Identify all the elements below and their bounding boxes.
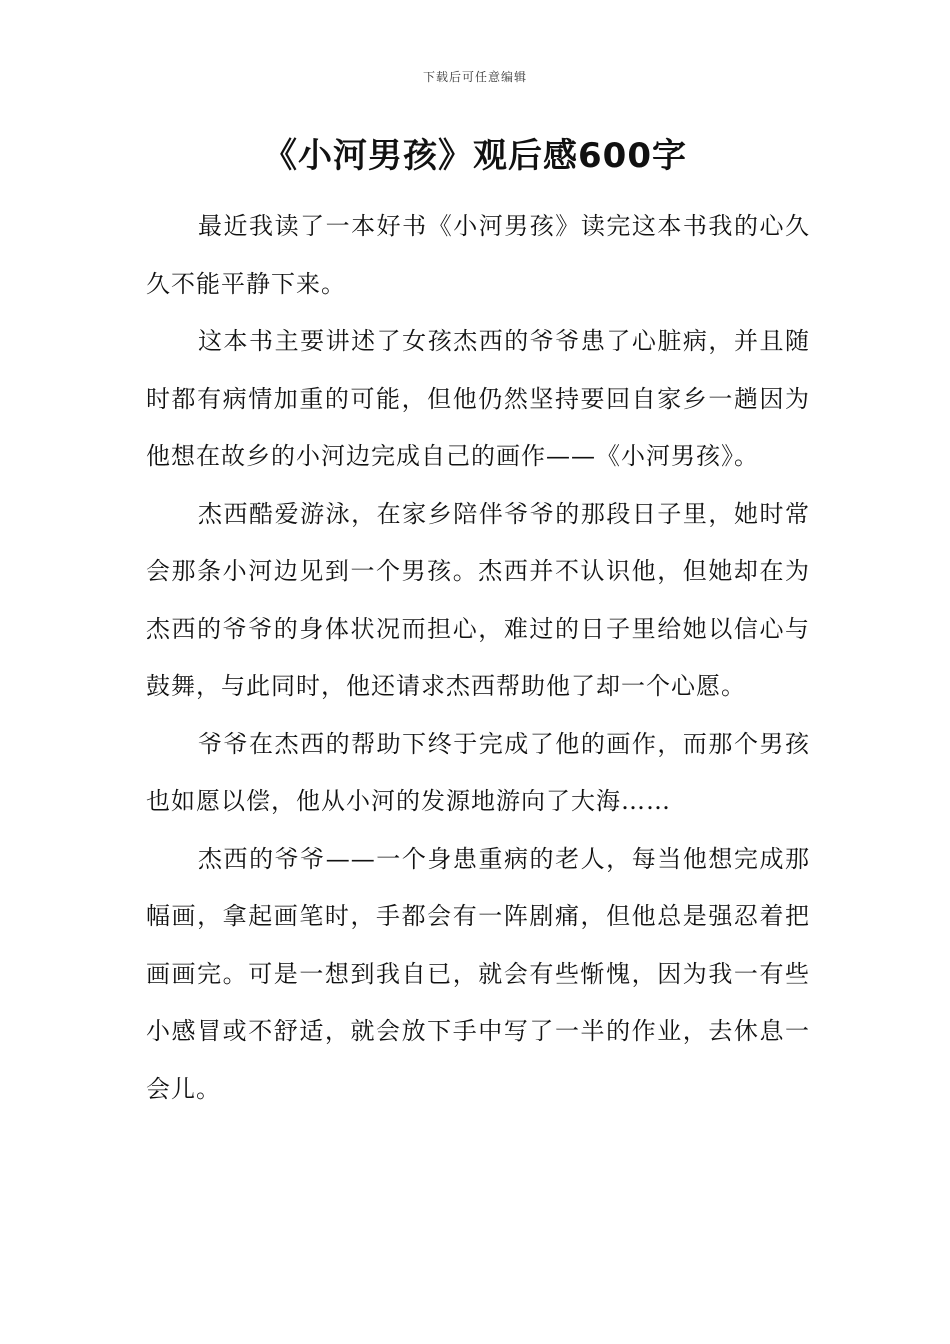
- paragraph-1: 最近我读了一本好书《小河男孩》读完这本书我的心久久不能平静下来。: [146, 212, 810, 298]
- paragraph-4: 爷爷在杰西的帮助下终于完成了他的画作，而那个男孩也如愿以偿，他从小河的发源地游向了大海……: [146, 729, 810, 815]
- document-title: 《小河男孩》观后感600字: [263, 136, 687, 176]
- paragraph-2: 这本书主要讲述了女孩杰西的爷爷患了心脏病，并且随时都有病情加重的可能，但他仍然坚持要回自家乡一趟因为他想在故乡的小河边完成自己的画作——《小河男孩》。: [146, 327, 810, 470]
- header-note: 下载后可任意编辑: [422, 70, 527, 84]
- paragraph-5: 杰西的爷爷——一个身患重病的老人，每当他想完成那幅画，拿起画笔时，手都会有一阵剧痛，但他总是强忍着把画画完。可是一想到我自已，就会有些惭愧，因为我一有些小感冒或不舒适，就会放下手中写了一半的作业，去休息一会儿。: [146, 844, 810, 1103]
- document-body: [146, 198, 810, 1118]
- paragraph-3: 杰西酷爱游泳，在家乡陪伴爷爷的那段日子里，她时常会那条小河边见到一个男孩。杰西并不认识他，但她却在为杰西的爷爷的身体状况而担心，难过的日子里给她以信心与鼓舞，与此同时，他还请求杰西帮助他了却一个心愿。: [146, 499, 810, 700]
